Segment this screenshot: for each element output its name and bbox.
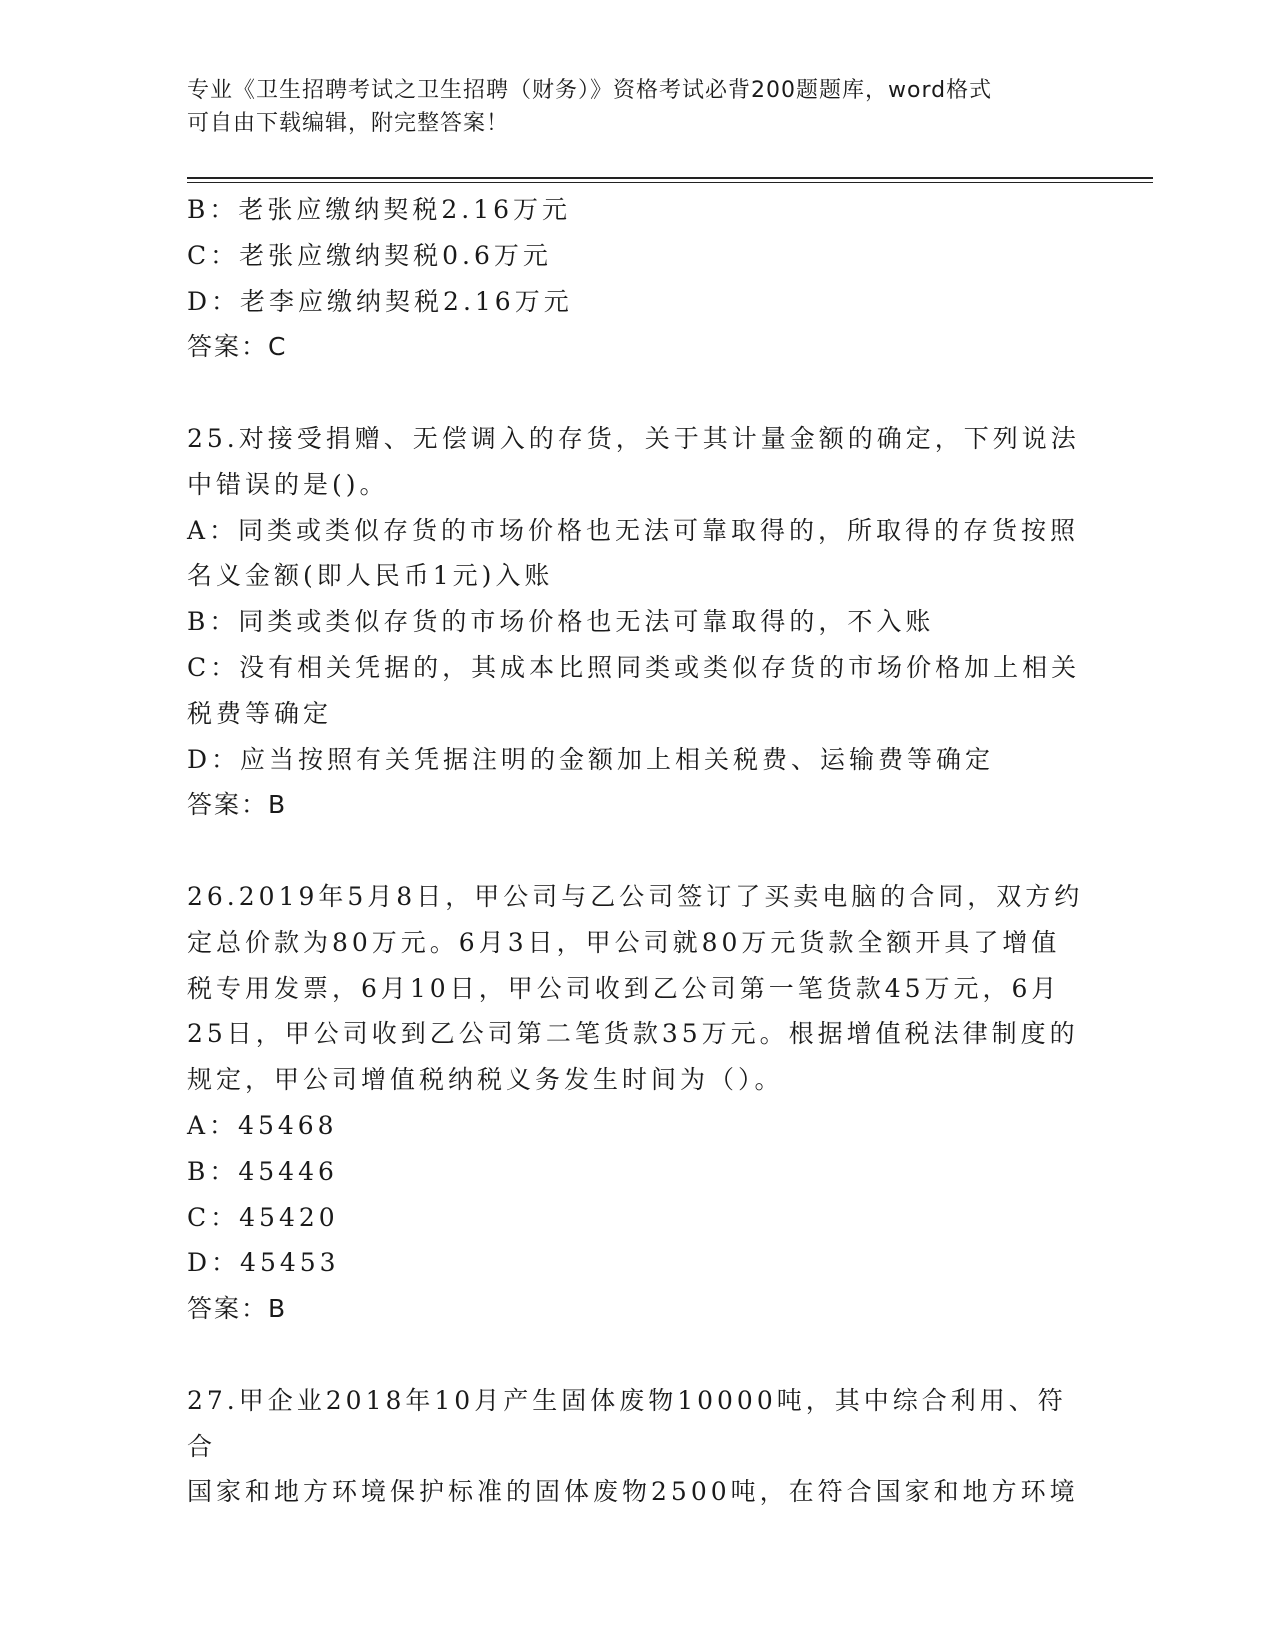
question-stem-line: 25日，甲公司收到乙公司第二笔货款35万元。根据增值税法律制度的	[187, 1019, 1079, 1049]
option-b: B：老张应缴纳契税2.16万元	[187, 195, 572, 224]
option-a: A：45468	[187, 1110, 338, 1140]
question-content	[187, 187, 1087, 1515]
document-header	[187, 74, 1067, 140]
option-a: A：同类或类似存货的市场价格也无法可靠取得的，所取得的存货按照	[187, 515, 1080, 545]
spacer	[187, 1332, 1087, 1378]
option-c: C：45420	[187, 1202, 339, 1232]
question-26	[187, 874, 1087, 1332]
option-d: D：45453	[187, 1248, 340, 1278]
question-24	[187, 187, 1087, 370]
option-c-continued: 税费等确定	[187, 698, 333, 728]
question-27	[187, 1378, 1087, 1515]
answer: 答案：B	[187, 1294, 288, 1324]
spacer	[187, 370, 1087, 416]
question-stem-line: 规定，甲公司增值税纳税义务发生时间为（）。	[187, 1065, 784, 1095]
question-stem-line: 定总价款为80万元。6月3日，甲公司就80万元货款全额开具了增值	[187, 927, 1061, 957]
option-d: D：应当按照有关凭据注明的金额加上相关税费、运输费等确定	[187, 744, 995, 774]
answer: 答案：C	[187, 332, 288, 362]
question-stem-line: 税专用发票，6月10日，甲公司收到乙公司第一笔货款45万元，6月	[187, 973, 1061, 1003]
question-stem-line: 26.2019年5月8日，甲公司与乙公司签订了买卖电脑的合同，双方约	[187, 881, 1084, 911]
spacer	[187, 828, 1087, 874]
question-stem-line: 中错误的是()。	[187, 469, 389, 499]
answer: 答案：B	[187, 790, 288, 820]
header-rule-thick	[187, 177, 1153, 179]
question-stem-line: 国家和地方环境保护标准的固体废物2500吨，在符合国家和地方环境	[187, 1477, 1079, 1507]
option-b: B：45446	[187, 1156, 338, 1186]
header-line-1: 专业《卫生招聘考试之卫生招聘（财务）》资格考试必背200题题库，word格式	[187, 78, 993, 103]
question-stem-line: 25.对接受捐赠、无偿调入的存货，关于其计量金额的确定，下列说法	[187, 423, 1080, 453]
option-c: C：老张应缴纳契税0.6万元	[187, 240, 552, 270]
header-rule-thin	[187, 182, 1153, 183]
question-25	[187, 416, 1087, 828]
option-b: B：同类或类似存货的市场价格也无法可靠取得的，不入账	[187, 607, 935, 637]
option-d: D：老李应缴纳契税2.16万元	[187, 286, 573, 316]
question-stem-line: 27.甲企业2018年10月产生固体废物10000吨，其中综合利用、符合	[187, 1385, 1067, 1461]
option-c: C：没有相关凭据的，其成本比照同类或类似存货的市场价格加上相关	[187, 652, 1081, 682]
option-a-continued: 名义金额(即人民币1元)入账	[187, 561, 554, 591]
header-line-2: 可自由下载编辑，附完整答案！	[187, 111, 510, 136]
